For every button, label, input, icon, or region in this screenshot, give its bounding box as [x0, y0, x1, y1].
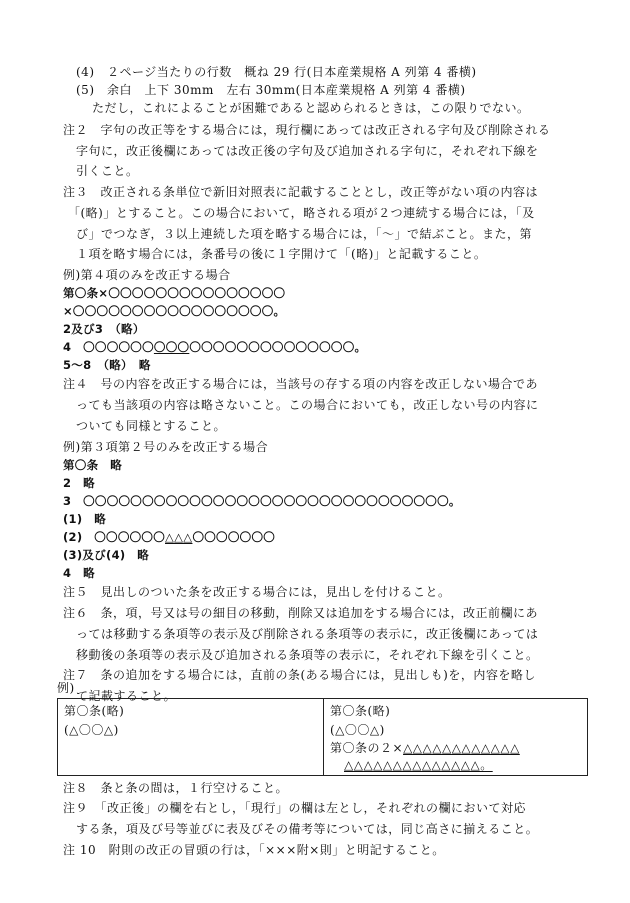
example-1-line-4-suffix: 〇〇〇〇〇〇〇〇〇〇〇〇〇〇。: [189, 340, 367, 354]
example-1-line-2: ×〇〇〇〇〇〇〇〇〇〇〇〇〇〇〇〇〇。: [63, 304, 286, 318]
note-2-line-2: 字句に，改正後欄にあっては改正後の字句及び追加される字句に，それぞれ下線を: [76, 144, 539, 158]
note-7-line-1: 注７ 条の追加をする場合には，直前の条(ある場合には，見出しも)を，内容を略し: [63, 668, 536, 682]
example-1-line-4-prefix: 4 〇〇〇〇〇〇: [63, 340, 154, 354]
example-2-line-6: (3)及び(4) 略: [63, 548, 150, 562]
note-3-line-4: １項を略す場合には，条番号の後に１字開けて「(略)」と記載すること。: [76, 247, 487, 261]
example-1-title: 例)第４項のみを改正する場合: [63, 268, 231, 282]
comparison-table: [57, 698, 588, 776]
note-5: 注５ 見出しのついた条を改正する場合には，見出しを付けること。: [63, 585, 451, 599]
note-8: 注８ 条と条の間は，１行空けること。: [63, 781, 289, 795]
note-9-line-1: 注９ 「改正後」の欄を右とし，「現行」の欄は左とし，それぞれの欄において対応: [63, 801, 527, 815]
note-4-line-2: っても当該項の内容は略さないこと。この場合においても，改正しない号の内容に: [76, 398, 539, 412]
note-4-line-3: ついても同様とすること。: [76, 419, 227, 433]
note-2-line-3: 引くこと。: [76, 164, 139, 178]
table-right-line-4: △△△△△△△△△△△△△△。: [344, 758, 493, 772]
example-2-line-2: 2 略: [63, 476, 95, 490]
note-10: 注 10 附則の改正の冒頭の行は，「×××附×則」と明記すること。: [63, 843, 445, 857]
item-5-margins: (5) 余白 上下 30mm 左右 30mm(日本産業規格 A 列第 4 番横): [76, 83, 466, 97]
example-2-line-5-suffix: 〇〇〇〇〇〇〇: [192, 530, 276, 544]
note-2-line-1: 注２ 字句の改正等をする場合には，現行欄にあっては改正される字句及び削除される: [63, 123, 551, 137]
example-1-line-4: [63, 339, 366, 355]
note-9-line-2: する条，項及び号等並びに表及びその備考等については，同じ高さに揃えること。: [76, 822, 539, 836]
example-1-line-1: 第〇条×〇〇〇〇〇〇〇〇〇〇〇〇〇〇〇: [63, 286, 286, 300]
example-2-line-1: 第〇条 略: [63, 458, 122, 472]
example-1-line-4-underlined: 〇〇〇: [153, 340, 190, 354]
table-right-line-2: (△〇〇△): [330, 723, 385, 737]
note-3-line-1: 注３ 改正される条単位で新旧対照表に記載することとし，改正等がない項の内容は: [63, 185, 539, 199]
proviso-text: ただし，これによることが困難であると認められるときは，この限りでない。: [92, 101, 530, 115]
note-6-line-1: 注６ 条，項，号又は号の細目の移動，削除又は追加をする場合には，改正前欄にあ: [63, 606, 539, 620]
table-right-line-3-underlined: △△△△△△△△△△△△: [403, 741, 520, 755]
table-right-line-1: 第〇条(略): [330, 704, 391, 718]
example-2-line-3: 3 〇〇〇〇〇〇〇〇〇〇〇〇〇〇〇〇〇〇〇〇〇〇〇〇〇〇〇〇〇〇〇。: [63, 494, 461, 508]
table-right-line-3: [330, 740, 520, 756]
table-left-line-2: (△〇〇△): [64, 723, 119, 737]
table-right-line-3-prefix: 第〇条の２×: [330, 741, 404, 755]
example-2-line-5-prefix: (2) 〇〇〇〇〇〇: [63, 530, 166, 544]
example-1-line-5: 5～8 （略） 略: [63, 358, 151, 372]
example-2-line-7: 4 略: [63, 566, 95, 580]
example-1-line-3: 2及び3 （略）: [63, 322, 145, 336]
example-2-line-5-underlined: △△△: [165, 530, 193, 544]
note-3-line-2: 「(略)」とすること。この場合において，略される項が２つ連続する場合には，「及: [68, 206, 535, 220]
example-2-line-5: [63, 529, 275, 545]
table-left-line-1: 第〇条(略): [64, 704, 125, 718]
table-column-divider: [323, 699, 324, 775]
item-4-lines-per-page: (4) ２ページ当たりの行数 概ね 29 行(日本産業規格 A 列第 4 番横): [76, 65, 477, 79]
note-7-line-2: て記載すること。: [76, 689, 177, 703]
note-4-line-1: 注４ 号の内容を改正する場合には，当該号の存する項の内容を改正しない場合であ: [63, 377, 539, 391]
note-3-line-3: び」でつなぎ，３以上連続した項を略する場合には，「～」で結ぶこと。また，第: [76, 227, 533, 241]
note-6-line-3: 移動後の条項等の表示及び追加される条項等の表示に，それぞれ下線を引くこと。: [76, 648, 539, 662]
example-2-line-4: (1) 略: [63, 512, 107, 526]
example-3-title: 例): [57, 681, 75, 695]
example-2-title: 例)第３項第２号のみを改正する場合: [63, 440, 269, 454]
note-6-line-2: っては移動する条項等の表示及び削除される条項等の表示に，改正後欄にあっては: [76, 627, 539, 641]
